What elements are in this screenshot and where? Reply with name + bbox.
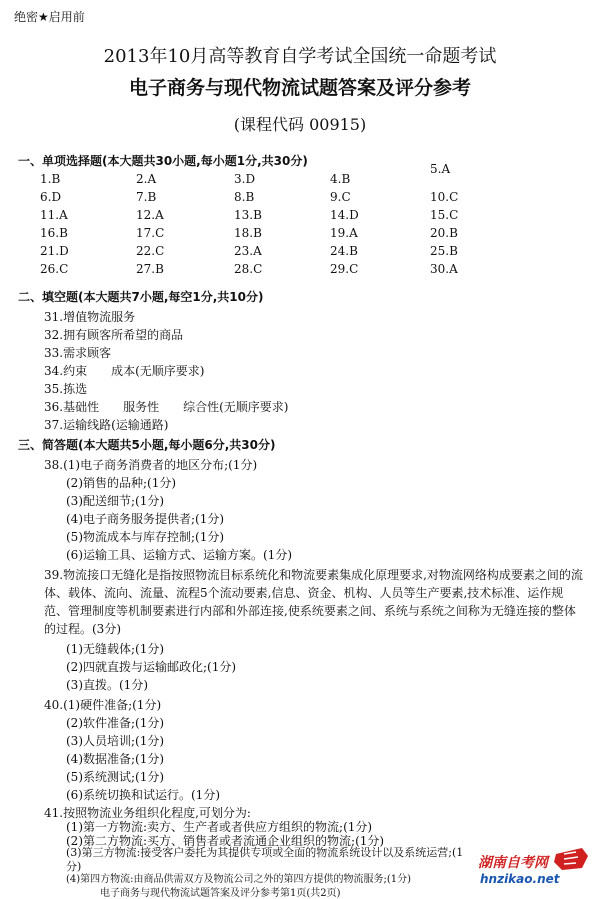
- mc-answer: 6.D: [40, 190, 62, 204]
- q41-item: (1)第一方物流:卖方、生产者或者供应方组织的物流;(1分): [66, 820, 373, 834]
- mc-answer: 12.A: [136, 208, 164, 222]
- section2-heading: 二、填空题(本大题共7小题,每空1分,共10分): [18, 290, 264, 304]
- mc-answer: 8.B: [234, 190, 255, 204]
- q40-item: (4)数据准备;(1分): [66, 752, 165, 766]
- q40-item: (6)系统切换和试运行。(1分): [66, 788, 220, 802]
- page-footer: 电子商务与现代物流试题答案及评分参考第1页(共2页): [100, 888, 341, 899]
- logo-cn-text: 湖南自考网: [478, 855, 548, 871]
- fill-answer-31: 31.增值物流服务: [44, 310, 136, 324]
- mc-answer: 30.A: [430, 262, 458, 276]
- q38-item: (2)销售的品种;(1分): [66, 476, 177, 490]
- mc-answer: 20.B: [430, 226, 458, 240]
- course-code: (课程代码 00915): [233, 115, 367, 134]
- q39-paragraph: 39.物流接口无缝化是指按照物流目标系统化和物流要素集成化原理要求,对物流网络构成要素之间的流体、载体、流向、流量、流程5个流动要素,信息、资金、机构、人员等生产要素,技术标准、运作规范、管理制度等机制要素进行内部和外部连接,使系统要素之间、系统与系统之间称为无缝连接的整体的过程。(3分): [44, 568, 583, 636]
- mc-answer: 29.C: [330, 262, 359, 276]
- fill-answer-34: 34.约束 成本(无顺序要求): [44, 364, 205, 378]
- mc-answer: 1.B: [40, 172, 61, 186]
- mc-answer: 3.D: [234, 172, 256, 186]
- q39-item: (2)四就直拨与运输邮政化;(1分): [66, 660, 237, 674]
- mc-answer: 17.C: [136, 226, 165, 240]
- mc-answer: 22.C: [136, 244, 165, 258]
- fill-answer-35: 35.拣选: [44, 382, 88, 396]
- mc-answer: 11.A: [40, 208, 68, 222]
- confidential-mark: 绝密★启用前: [14, 10, 85, 24]
- mc-answer: 9.C: [330, 190, 351, 204]
- mc-answer: 7.B: [136, 190, 157, 204]
- logo-url-text: hnzikao.net: [480, 872, 560, 886]
- q38-item: (6)运输工具、运输方式、运输方案。(1分): [66, 548, 292, 562]
- mc-answer: 2.A: [136, 172, 157, 186]
- q38-item: (3)配送细节;(1分): [66, 494, 165, 508]
- mc-answer: 4.B: [330, 172, 351, 186]
- section3-heading: 三、简答题(本大题共5小题,每小题6分,共30分): [18, 438, 276, 452]
- mc-answer: 25.B: [430, 244, 458, 258]
- q39-item: (1)无缝载体;(1分): [66, 642, 165, 656]
- fill-answer-37: 37.运输线路(运输通路): [44, 418, 169, 432]
- q40-item: (2)软件准备;(1分): [66, 716, 165, 730]
- fill-answer-36: 36.基础性 服务性 综合性(无顺序要求): [44, 400, 289, 414]
- mc-answer: 23.A: [234, 244, 262, 258]
- mc-answer: 27.B: [136, 262, 164, 276]
- mc-answer: 15.C: [430, 208, 459, 222]
- exam-title: 2013年10月高等教育自学考试全国统一命题考试: [103, 46, 497, 67]
- mc-answer: 28.C: [234, 262, 263, 276]
- mc-answer: 13.B: [234, 208, 262, 222]
- q39-item: (3)直拨。(1分): [66, 678, 148, 692]
- q38-item: 38.(1)电子商务消费者的地区分布;(1分): [44, 458, 258, 472]
- mc-answer: 19.A: [330, 226, 358, 240]
- q41-item: (4)第四方物流:由商品供需双方及物流公司之外的第四方提供的物流服务;(1分): [66, 874, 412, 885]
- mc-answer: 10.C: [430, 190, 459, 204]
- q38-item: (4)电子商务服务提供者;(1分): [66, 512, 225, 526]
- mc-answer: 24.B: [330, 244, 358, 258]
- fist-icon: [552, 846, 592, 872]
- document-title: 电子商务与现代物流试题答案及评分参考: [128, 77, 471, 99]
- mc-answer: 14.D: [330, 208, 359, 222]
- q40-item: (3)人员培训;(1分): [66, 734, 165, 748]
- q40-item: 40.(1)硬件准备;(1分): [44, 698, 162, 712]
- q41-item: (3)第三方物流:接受客户委托为其提供专项或全面的物流系统设计以及系统运营;(1分): [66, 846, 464, 873]
- mc-answer: 21.D: [40, 244, 69, 258]
- q40-item: (5)系统测试;(1分): [66, 770, 165, 784]
- q38-item: (5)物流成本与库存控制;(1分): [66, 530, 225, 544]
- mc-answer: 26.C: [40, 262, 69, 276]
- section1-heading: 一、单项选择题(本大题共30小题,每小题1分,共30分): [18, 154, 308, 168]
- q41-item: (2)第二方物流:买方、销售者或者流通企业组织的物流;(1分): [66, 834, 385, 848]
- mc-answer: 18.B: [234, 226, 262, 240]
- mc-answer: 16.B: [40, 226, 68, 240]
- mc-answer: 5.A: [430, 162, 451, 176]
- site-logo: [478, 846, 596, 892]
- q41-intro: 41.按照物流业务组织化程度,可划分为:: [44, 806, 251, 820]
- fill-answer-33: 33.需求顾客: [44, 346, 112, 360]
- fill-answer-32: 32.拥有顾客所希望的商品: [44, 328, 184, 342]
